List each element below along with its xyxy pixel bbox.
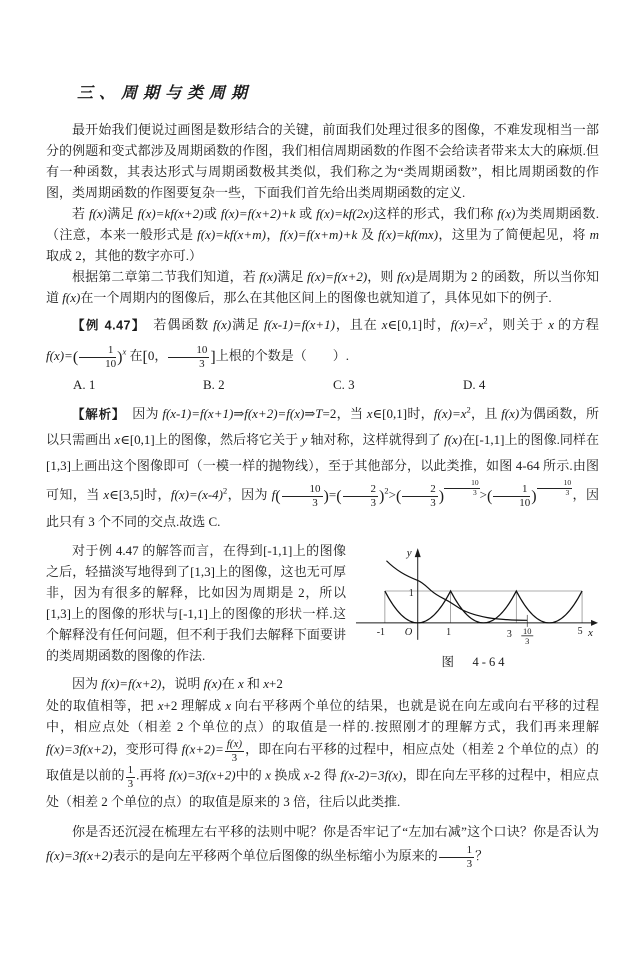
x-axis-arrow-icon (591, 620, 598, 626)
x-axis-label: x (588, 626, 593, 639)
y-axis-label: y (406, 547, 412, 560)
x-tick-neg1: -1 (376, 626, 386, 638)
paragraph-period: 根据第二章第二节我们知道，若 f(x)满足 f(x)=f(x+2)，则 f(x)是周期为 2 的函数，所以当你知道 f(x)在一个周期内的图像后，那么在其他区间上的图像也就知道了，具体见如下的例子. (46, 269, 599, 305)
left-column (46, 540, 346, 666)
origin-label: O (404, 626, 413, 638)
analysis-label: 【解析】 (72, 406, 119, 421)
option-c: C. 3 (333, 376, 355, 392)
x-tick-5: 5 (577, 625, 583, 637)
example-statement (46, 308, 599, 371)
two-column-block (46, 540, 599, 670)
figure-caption: 图 4-64 (441, 654, 508, 669)
x-tick-1: 1 (446, 626, 452, 638)
section-title: 三、周期与类周期 (77, 85, 254, 102)
x-tick-10-3-denominator: 3 (525, 635, 530, 646)
x-tick-10-3 (521, 626, 533, 646)
periodic-parabola-curve (385, 591, 582, 623)
page-content (46, 80, 599, 871)
y-tick-1: 1 (408, 587, 414, 599)
option-a: A. 1 (73, 376, 96, 392)
example-label: 【例 4.47】 (72, 318, 140, 333)
figure-graph (350, 543, 599, 646)
figure-4-64 (350, 543, 599, 670)
analysis-body: 因为 f(x-1)=f(x+1)⇒f(x+2)=f(x)⇒T=2，当 x∈[0,1]时，$f(x)=x^2$，且 f(x)为偶函数，所以只需画出 x∈[0,1]上的图像，然后将它关于 y 轴对称，这样就得到了 f(x)在[-1,1]上的图像.同样在[1,3]上画出这个图像即可（一模一样的抛物线），至于其他部分，以此类推，如图 4-64 所示.由图可知，当 x∈[3,5]时，$f(x)=(x-4)^2$，因为 f( $\frac{10}{3}$ )=( $\frac{2}{3}$ )$^2$>( $\frac{2}{3}$ ) $^{\frac{10}{3}}$ >( $\frac{1}{10}$ ) $^{\frac{10}{3}}$ ，因此只有 3 个不同的交点.故选 C. (46, 404, 599, 530)
exponential-curve (386, 561, 527, 621)
x-tick-10-3-numerator: 10 (523, 625, 532, 636)
discussion-continuation: 处的取值相等，把 x+2 理解成 x 向右平移两个单位的结果，也就是说在向左或向右平移的过程中，相应点处（相差 2 个单位的点）的取值是一样的.按照刚才的理解方式，我们再来理解 f(x)=3f(x+2)，变形可得 f(x+2)= $\frac{f(x)}{3}$ ，即在向右平移的过程中，相应点处（相差 2 个单位的点）的取值是以前的 $\frac{1}{3}$ .再将 f(x)=3f(x+2)中的 x 换成 x-2 得 f(x-2)=3f(x)，即在向左平移的过程中，相应点处（相差 2 个单位的点）的取值是原来的 3 倍，往后以此类推. (46, 697, 599, 809)
analysis-paragraph (46, 398, 599, 535)
x-tick-3: 3 (506, 628, 512, 640)
guide-lines (385, 591, 582, 627)
answer-options (73, 374, 599, 396)
y-axis-arrow-icon (415, 548, 421, 557)
discussion-left: 对于例 4.47 的解答而言，在得到[-1,1]上的图像之后，轻描淡写地得到了[1,3]上的图像，这也无可厚非，因为有很多的解释，比如因为周期是 2，所以[1,3]上的图像的形状与[-1,1]上的图像的形状一样.这个解释没有任何问题，但不利于我们去解释下面要讲的类周期函数的图像的作法. (46, 542, 346, 663)
discussion-bridge: 因为 f(x)=f(x+2)，说明 f(x)在 x 和 x+2 (72, 675, 283, 691)
option-d: D. 4 (463, 376, 486, 392)
paragraph-intro: 最开始我们便说过画图是数形结合的关键，前面我们处理过很多的图像，不难发现相当一部分的例题和变式都涉及周期函数的作图，我们相信周期函数的作图不会给读者带来太大的麻烦.但有一种函数，其表达形式与周期函数极其类似，我们称之为“类周期函数”，相比周期函数的作图，类周期函数的作图要复杂一些，下面我们首先给出类周期函数的定义. (46, 122, 599, 200)
paragraph-definition: 若 f(x)满足 f(x)=kf(x+2)或 f(x)=f(x+2)+k 或 f(x)=kf(2x)这样的形式，我们称 f(x)为类周期函数.（注意，本来一般形式是 f(x)=kf(x+m)，f(x)=f(x+m)+k 及 f(x)=kf(mx)，这里为了简便起见，将 m 取成 2，其他的数字亦可.） (46, 206, 599, 263)
example-body: 若偶函数 f(x)满足 f(x-1)=f(x+1)，且在 x∈[0,1]时，$f(x)=x^2$，则关于 x 的方程 f(x)=( $\frac{1}{10}$ )$^x$ 在[0， $\frac{10}{3}$ ]上根的个数是（ ）. (46, 316, 599, 370)
closing-question: 你是否还沉浸在梳理左右平移的法则中呢？你是否牢记了“左加右减”这个口诀？你是否认为 f(x)=3f(x+2)表示的是向左平移两个单位后图像的纵坐标缩小为原来的 $\frac{1}{3}$ ？ (46, 824, 599, 871)
option-b: B. 2 (203, 376, 225, 392)
